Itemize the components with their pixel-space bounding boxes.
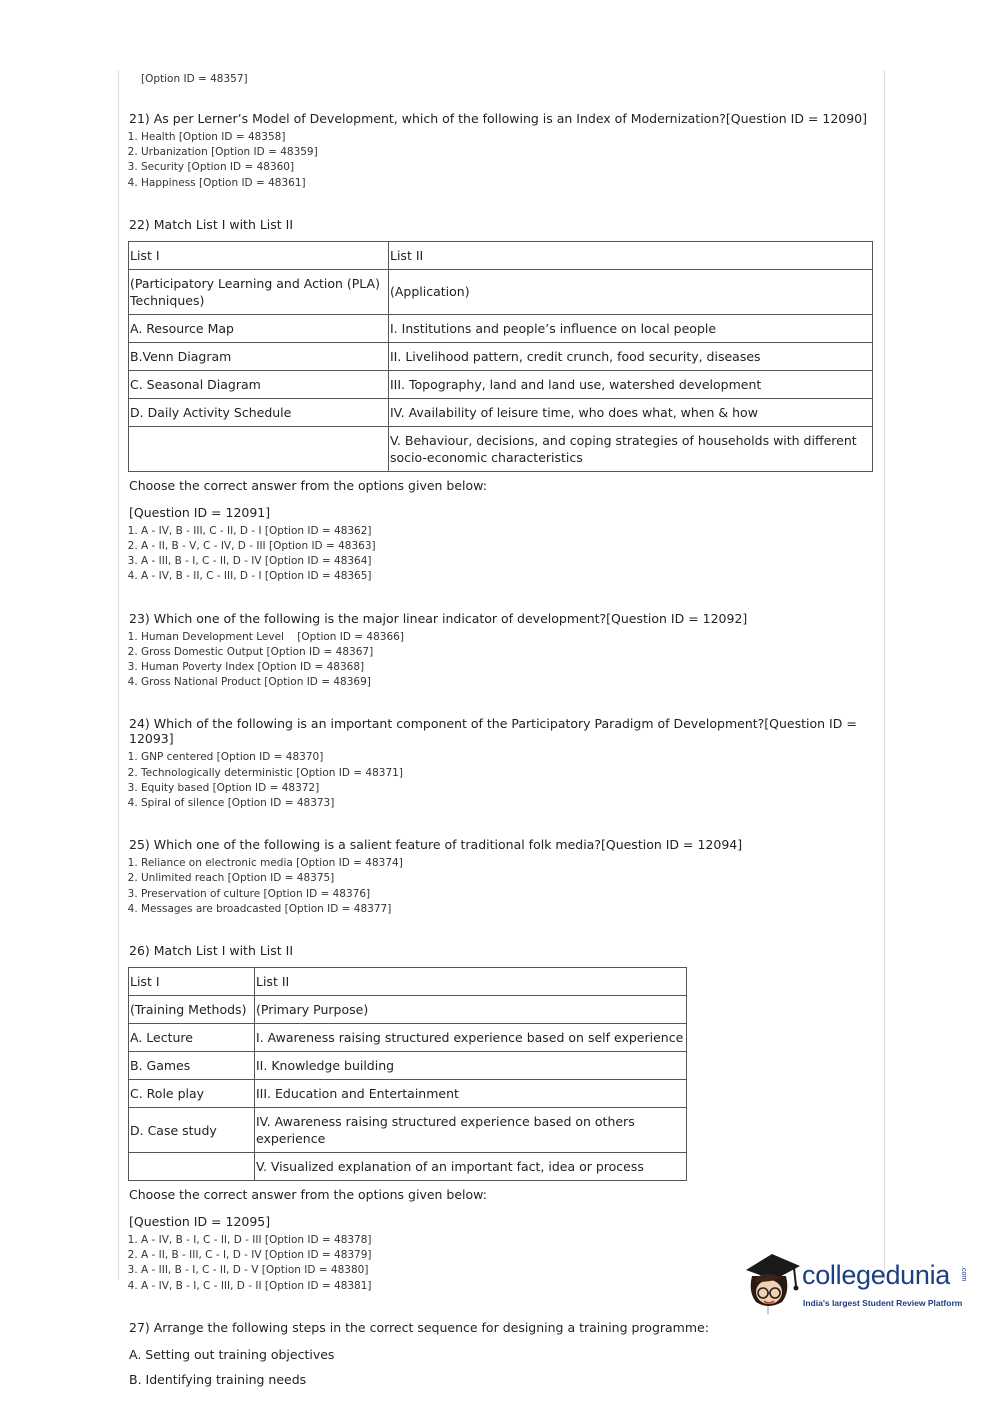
table-cell: IV. Availability of leisure time, who does what, when & how xyxy=(389,398,873,426)
table-cell: D. Case study xyxy=(129,1108,255,1153)
question-title: 23) Which one of the following is the major linear indicator of development?[Question ID = 12092] xyxy=(129,610,748,626)
table-row xyxy=(129,1153,687,1181)
table-row xyxy=(129,1024,687,1052)
question-23 xyxy=(125,611,885,691)
table-row xyxy=(129,1108,687,1153)
option: 2. Unlimited reach [Option ID = 48375] xyxy=(141,871,885,886)
table-row xyxy=(129,426,873,471)
table-row xyxy=(129,314,873,342)
page-content xyxy=(125,73,885,1413)
table-cell: (Application) xyxy=(389,269,873,314)
sequence-step: A. Setting out training objectives xyxy=(129,1346,335,1362)
question-22 xyxy=(125,217,885,585)
table-cell: B. Games xyxy=(129,1052,255,1080)
option: 1. GNP centered [Option ID = 48370] xyxy=(141,750,885,765)
option: 4. Gross National Product [Option ID = 48369] xyxy=(141,675,885,690)
option-list xyxy=(125,524,885,585)
question-title: 26) Match List I with List II xyxy=(129,943,294,959)
table-cell: I. Institutions and people’s influence on local people xyxy=(389,314,873,342)
table-cell: III. Education and Entertainment xyxy=(255,1080,687,1108)
table-cell: List I xyxy=(129,968,255,996)
question-id: [Question ID = 12091] xyxy=(129,504,271,520)
table-row xyxy=(129,1052,687,1080)
option: 1. Human Development Level [Option ID = 48366] xyxy=(141,630,885,645)
choose-instruction: Choose the correct answer from the options given below: xyxy=(129,1187,487,1203)
option: 3. Preservation of culture [Option ID = 48376] xyxy=(141,887,885,902)
table-cell: II. Livelihood pattern, credit crunch, food security, diseases xyxy=(389,342,873,370)
table-cell: B.Venn Diagram xyxy=(129,342,389,370)
option: 4. A - IV, B - II, C - III, D - I [Option ID = 48365] xyxy=(141,569,885,584)
table-cell: (Primary Purpose) xyxy=(255,996,687,1024)
previous-option: [Option ID = 48357] xyxy=(141,73,248,85)
table-row xyxy=(129,996,687,1024)
table-cell: (Participatory Learning and Action (PLA) Techniques) xyxy=(129,269,389,314)
option: 4. Messages are broadcasted [Option ID = 48377] xyxy=(141,902,885,917)
logo-dotcom: .com xyxy=(960,1266,967,1282)
option: 2. A - II, B - V, C - IV, D - III [Option ID = 48363] xyxy=(141,539,885,554)
match-table xyxy=(128,241,873,472)
option-list xyxy=(125,856,885,917)
table-cell: A. Resource Map xyxy=(129,314,389,342)
option: 3. A - III, B - I, C - II, D - IV [Option ID = 48364] xyxy=(141,554,885,569)
table-cell xyxy=(129,426,389,471)
table-cell: List II xyxy=(255,968,687,996)
question-title: 21) As per Lerner’s Model of Development, which of the following is an Index of Modernization?[Question ID = 12090] xyxy=(129,111,868,126)
option: 1. A - IV, B - III, C - II, D - I [Option ID = 48362] xyxy=(141,524,885,539)
logo-tagline: India's largest Student Review Platform xyxy=(803,1298,963,1308)
option-list xyxy=(125,630,885,691)
option: 4. Spiral of silence [Option ID = 48373] xyxy=(141,796,885,811)
collegedunia-logo[interactable] xyxy=(742,1248,972,1318)
option: 1. A - IV, B - I, C - II, D - III [Option ID = 48378] xyxy=(141,1233,885,1248)
choose-instruction: Choose the correct answer from the options given below: xyxy=(129,477,487,493)
table-row xyxy=(129,241,873,269)
question-title: 22) Match List I with List II xyxy=(129,216,294,232)
table-cell: List II xyxy=(389,241,873,269)
option: 4. A - IV, B - I, C - III, D - II [Option ID = 48381] xyxy=(141,1279,885,1294)
question-25 xyxy=(125,837,885,917)
match-table xyxy=(128,967,687,1181)
table-row xyxy=(129,968,687,996)
left-margin-line xyxy=(118,70,119,1280)
table-cell: V. Behaviour, decisions, and coping strategies of households with different socio-economic characteristics xyxy=(389,426,873,471)
option: 2. Technologically deterministic [Option ID = 48371] xyxy=(141,766,885,781)
option: 1. Health [Option ID = 48358] xyxy=(141,130,885,145)
table-cell: D. Daily Activity Schedule xyxy=(129,398,389,426)
table-cell: C. Role play xyxy=(129,1080,255,1108)
logo-wordmark: collegedunia xyxy=(802,1260,951,1290)
table-cell: V. Visualized explanation of an important fact, idea or process xyxy=(255,1153,687,1181)
table-row xyxy=(129,1080,687,1108)
option-list xyxy=(125,130,885,191)
option: 3. Security [Option ID = 48360] xyxy=(141,160,885,175)
table-cell: List I xyxy=(129,241,389,269)
question-title: 27) Arrange the following steps in the correct sequence for designing a training programme: xyxy=(129,1319,709,1335)
table-cell xyxy=(129,1153,255,1181)
table-cell: III. Topography, land and land use, watershed development xyxy=(389,370,873,398)
table-row xyxy=(129,370,873,398)
table-cell: I. Awareness raising structured experience based on self experience xyxy=(255,1024,687,1052)
table-cell: IV. Awareness raising structured experience based on others experience xyxy=(255,1108,687,1153)
table-cell: C. Seasonal Diagram xyxy=(129,370,389,398)
question-24 xyxy=(125,716,885,811)
table-cell: (Training Methods) xyxy=(129,996,255,1024)
option: 3. A - III, B - I, C - II, D - V [Option ID = 48380] xyxy=(141,1263,885,1278)
table-cell: II. Knowledge building xyxy=(255,1052,687,1080)
table-cell: A. Lecture xyxy=(129,1024,255,1052)
question-title: 25) Which one of the following is a salient feature of traditional folk media?[Question ID = 12094] xyxy=(129,837,743,853)
option-list xyxy=(125,750,885,811)
option: 2. A - II, B - III, C - I, D - IV [Option ID = 48379] xyxy=(141,1248,885,1263)
mascot-icon xyxy=(742,1248,804,1314)
question-26 xyxy=(125,943,885,1294)
option: 2. Gross Domestic Output [Option ID = 48367] xyxy=(141,645,885,660)
option: 3. Human Poverty Index [Option ID = 48368] xyxy=(141,660,885,675)
question-21 xyxy=(125,111,885,191)
option: 3. Equity based [Option ID = 48372] xyxy=(141,781,885,796)
table-row xyxy=(129,398,873,426)
option: 4. Happiness [Option ID = 48361] xyxy=(141,176,885,191)
question-title: 24) Which of the following is an important component of the Participatory Paradigm of Development?[Question ID = 12093] xyxy=(129,716,857,747)
table-row xyxy=(129,269,873,314)
question-id: [Question ID = 12095] xyxy=(129,1214,271,1230)
table-row xyxy=(129,342,873,370)
option: 1. Reliance on electronic media [Option ID = 48374] xyxy=(141,856,885,871)
sequence-step: B. Identifying training needs xyxy=(129,1371,307,1387)
question-27 xyxy=(125,1320,885,1387)
option: 2. Urbanization [Option ID = 48359] xyxy=(141,145,885,160)
